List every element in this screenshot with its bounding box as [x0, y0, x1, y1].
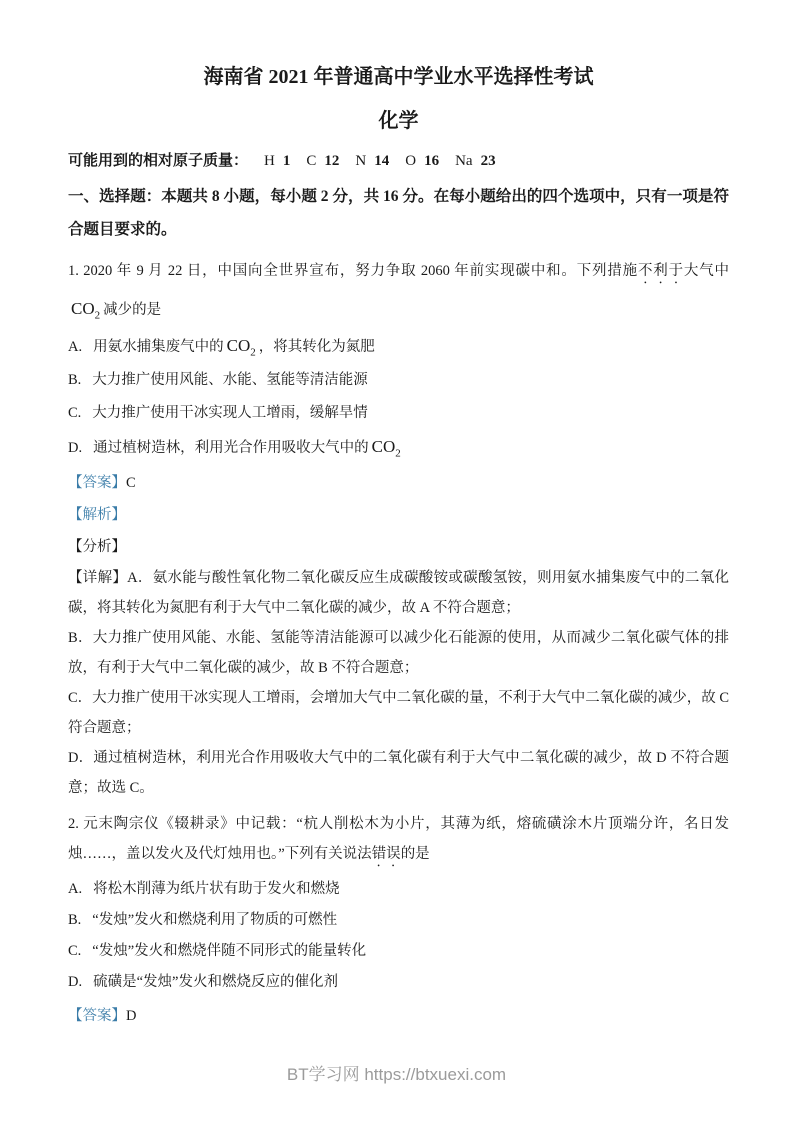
atomic-mass-label: 可能用到的相对原子质量： — [68, 153, 249, 169]
co2-formula — [71, 299, 101, 322]
doc-title: 海南省 2021 年普通高中学业水平选择性考试 — [203, 66, 594, 88]
question-1-stem-mid: 大气中 — [683, 263, 730, 279]
option-text: 硫磺是“发烛”发火和燃烧反应的催化剂 — [93, 974, 338, 990]
question-2-option-b — [68, 905, 729, 936]
formula-base: CO — [226, 336, 251, 355]
explanation-paragraph: 【详解】A．氨水能与酸性氧化物二氧化碳反应生成碳酸铵或碳酸氢铵，则用氨水捕集废气中的二氧化碳，将其转化为氮肥有利于大气中二氧化碳的减少，故 A 不符合题意； — [68, 570, 729, 616]
option-text: ，将其转化为氮肥 — [258, 339, 375, 355]
atomic-mass-item — [355, 153, 389, 169]
element-mass: 23 — [480, 153, 496, 169]
answer-value: D — [126, 1008, 137, 1024]
watermark-text: BT学习网 https://btxuexi.com — [286, 1065, 507, 1084]
answer-value: C — [126, 475, 136, 491]
formula-base: CO — [71, 299, 95, 318]
atomic-mass-line — [68, 148, 729, 174]
question-1-stem — [68, 252, 729, 329]
question-2-answer — [68, 1000, 729, 1032]
jiexi-label: 【解析】 — [68, 507, 126, 523]
question-2-option-a — [68, 874, 729, 905]
option-text: “发烛”发火和燃烧利用了物质的可燃性 — [92, 912, 338, 928]
co2-formula — [371, 437, 401, 460]
question-1-jiexi-label — [68, 499, 729, 531]
element-symbol: Na — [455, 153, 473, 169]
emphasis-underdot: 不利于 — [637, 263, 684, 279]
element-mass: 14 — [374, 153, 390, 169]
element-symbol: H — [264, 153, 275, 169]
element-symbol: N — [355, 153, 367, 169]
question-1-option-c — [68, 397, 729, 430]
option-text: 用氨水捕集废气中的 — [93, 339, 224, 355]
question-2-option-d — [68, 967, 729, 998]
question-1-stem-end: 减少的是 — [103, 302, 162, 318]
atomic-mass-item — [455, 153, 496, 169]
co2-formula — [226, 336, 256, 359]
question-2-stem-end: 的是 — [400, 846, 430, 862]
question-1-option-a — [68, 329, 729, 364]
option-letter: D. — [68, 440, 83, 456]
question-2-stem — [68, 809, 729, 870]
question-1-option-b — [68, 364, 729, 397]
atomic-mass-item — [405, 153, 439, 169]
element-symbol: C — [306, 153, 317, 169]
explanation-paragraph: B．大力推广使用风能、水能、氢能等清洁能源可以减少化石能源的使用，从而减少二氧化碳气体的排放，有利于大气中二氧化碳的减少，故 B 不符合题意； — [68, 630, 729, 676]
option-text: 通过植树造林，利用光合作用吸收大气中的 — [93, 440, 369, 456]
atomic-mass-item — [306, 153, 339, 169]
option-letter: B. — [68, 912, 82, 928]
option-text: 大力推广使用风能、水能、氢能等清洁能源 — [92, 372, 368, 388]
answer-label: 【答案】 — [68, 1008, 126, 1024]
element-mass: 12 — [324, 153, 340, 169]
question-1-option-d — [68, 430, 729, 465]
atomic-mass-item — [264, 153, 290, 169]
explanation-paragraph: C．大力推广使用干冰实现人工增雨，会增加大气中二氧化碳的量，不利于大气中二氧化碳的减少，故 C 符合题意； — [68, 690, 729, 736]
formula-base: CO — [371, 437, 396, 456]
option-text: 大力推广使用干冰实现人工增雨，缓解旱情 — [92, 405, 368, 421]
answer-label: 【答案】 — [68, 475, 126, 491]
option-letter: A. — [68, 881, 83, 897]
fenxi-label: 【分析】 — [68, 539, 126, 555]
option-text: “发烛”发火和燃烧伴随不同形式的能量转化 — [92, 943, 367, 959]
element-mass: 16 — [424, 153, 440, 169]
question-1-stem-text: 1. 2020 年 9 月 22 日，中国向全世界宣布，努力争取 2060 年前实现碳中和。下列措施 — [68, 263, 638, 279]
formula-subscript: 2 — [94, 309, 101, 322]
option-letter: A. — [68, 339, 83, 355]
section-instructions: 一、选择题：本题共 8 小题，每小题 2 分，共 16 分。在每小题给出的四个选项中，只有一项是符合题目要求的。 — [68, 188, 729, 238]
option-letter: B. — [68, 372, 82, 388]
element-symbol: O — [405, 153, 417, 169]
question-1-answer — [68, 467, 729, 499]
page-footer — [0, 1062, 793, 1088]
question-2-option-c — [68, 936, 729, 967]
option-text: 将松木削薄为纸片状有助于发火和燃烧 — [93, 881, 340, 897]
question-1-fenxi-label — [68, 531, 729, 563]
formula-subscript: 2 — [395, 447, 401, 460]
emphasis-underdot: 错误 — [371, 846, 401, 862]
formula-subscript: 2 — [250, 346, 256, 359]
option-letter: C. — [68, 405, 82, 421]
explanation-paragraph: D．通过植树造林，利用光合作用吸收大气中的二氧化碳有利于大气中二氧化碳的减少，故 D 不符合题意；故选 C。 — [68, 750, 729, 796]
element-mass: 1 — [282, 153, 291, 169]
question-2-stem-text: 2. 元末陶宗仪《辍耕录》中记载：“杭人削松木为小片，其薄为纸，熔硫磺涂木片顶端分许，名日发烛……，盖以发火及代灯烛用也。”下列有关说法 — [68, 816, 729, 862]
option-letter: C. — [68, 943, 82, 959]
doc-subtitle: 化学 — [378, 110, 419, 132]
option-letter: D. — [68, 974, 83, 990]
